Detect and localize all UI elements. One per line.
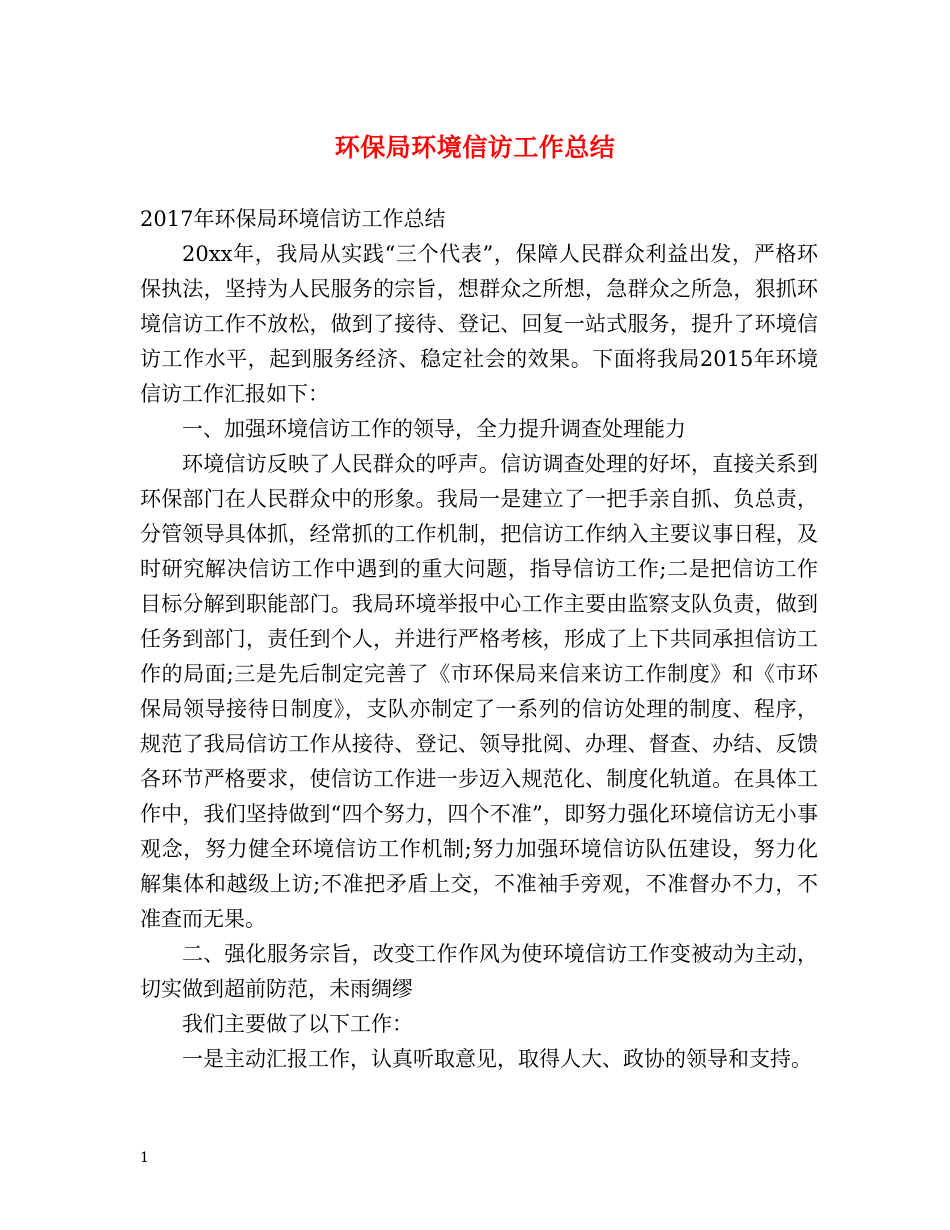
document-body xyxy=(140,202,818,1077)
section-heading-2: 二、强化服务宗旨，改变工作作风为使环境信访工作变被动为主动，切实做到超前防范，未雨绸缪 xyxy=(140,942,818,1001)
page-number: 1 xyxy=(140,1150,149,1166)
document-subtitle: 2017年环保局环境信访工作总结 xyxy=(140,207,446,231)
paragraph-intro: 20xx年，我局从实践“三个代表”，保障人民群众利益出发，严格环保执法，坚持为人民服务的宗旨，想群众之所想，急群众之所急，狠抓环境信访工作不放松，做到了接待、登记、回复一站式服务，提升了环境信访工作水平，起到服务经济、稳定社会的效果。下面将我局2015年环境信访工作汇报如下： xyxy=(140,242,818,406)
section-heading-1: 一、加强环境信访工作的领导，全力提升调查处理能力 xyxy=(182,417,686,441)
paragraph-work-intro: 我们主要做了以下工作： xyxy=(182,1012,413,1036)
paragraph-section-1: 环境信访反映了人民群众的呼声。信访调查处理的好坏，直接关系到环保部门在人民群众中的形象。我局一是建立了一把手亲自抓、负总责，分管领导具体抓，经常抓的工作机制，把信访工作纳入主要议事日程，及时研究解决信访工作中遇到的重大问题，指导信访工作;二是把信访工作目标分解到职能部门。我局环境举报中心工作主要由监察支队负责，做到任务到部门，责任到个人，并进行严格考核，形成了上下共同承担信访工作的局面;三是先后制定完善了《市环保局来信来访工作制度》和《市环保局领导接待日制度》，支队亦制定了一系列的信访处理的制度、程序，规范了我局信访工作从接待、登记、领导批阅、办理、督查、办结、反馈各环节严格要求，使信访工作进一步迈入规范化、制度化轨道。在具体工作中，我们坚持做到“四个努力，四个不准”，即努力强化环境信访无小事观念，努力健全环境信访工作机制;努力加强环境信访队伍建设，努力化解集体和越级上访;不准把矛盾上交，不准袖手旁观，不准督办不力，不准查而无果。 xyxy=(140,452,818,931)
paragraph-work-item-1: 一是主动汇报工作，认真听取意见，取得人大、政协的领导和支持。 xyxy=(182,1047,812,1071)
document-title: 环保局环境信访工作总结 xyxy=(334,133,616,162)
